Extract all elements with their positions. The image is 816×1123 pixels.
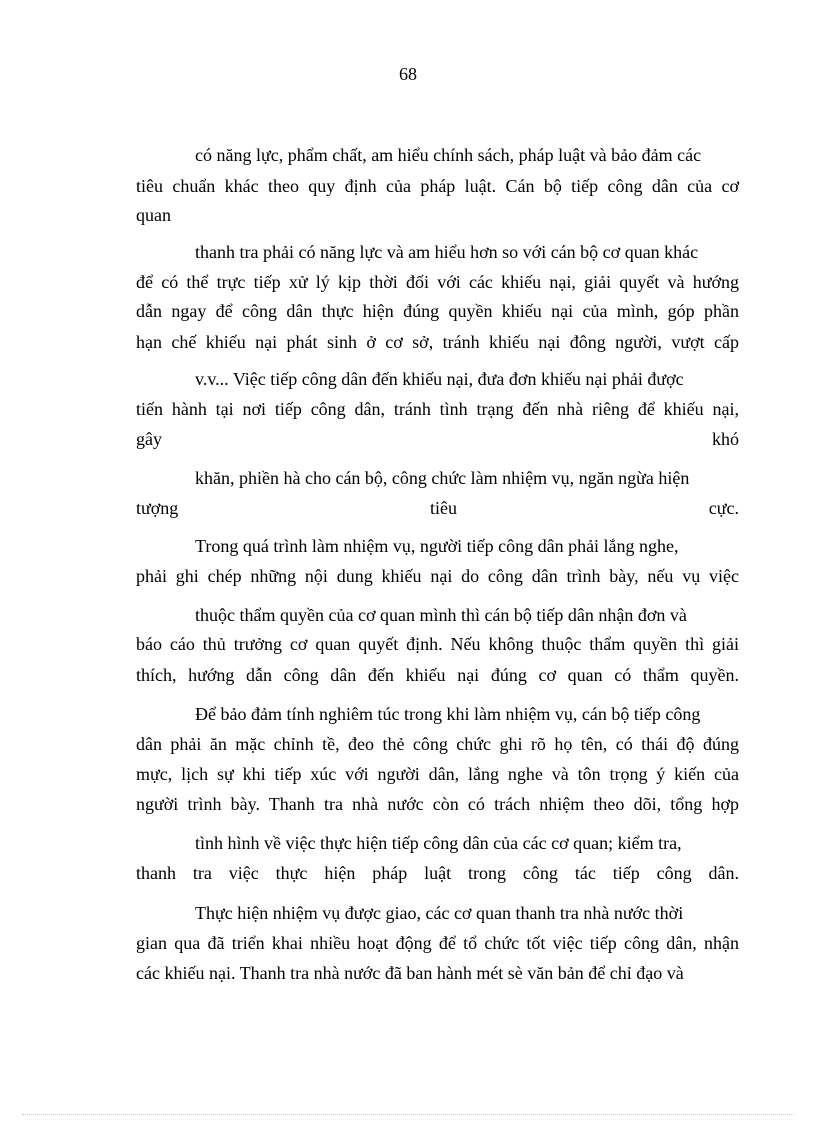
text-line: thanh tra phải có năng lực và am hiểu hơn so với cán bộ cơ quan khác bbox=[195, 242, 699, 262]
text-line: quan bbox=[136, 205, 171, 225]
text-line: gây khó bbox=[136, 429, 739, 449]
text-line: mực, lịch sự khi tiếp xúc với người dân, lắng nghe và tôn trọng ý kiến của bbox=[136, 764, 739, 784]
text-line: khăn, phiền hà cho cán bộ, công chức làm nhiệm vụ, ngăn ngừa hiện bbox=[195, 468, 690, 488]
text-line: tình hình về việc thực hiện tiếp công dân của các cơ quan; kiểm tra, bbox=[195, 833, 682, 853]
text-line: tượng tiêu cực. bbox=[136, 498, 739, 518]
page-bottom-rule bbox=[22, 1114, 794, 1115]
text-line: tiêu chuẩn khác theo quy định của pháp luật. Cán bộ tiếp công dân của cơ bbox=[136, 176, 739, 196]
text-line: có năng lực, phẩm chất, am hiểu chính sách, pháp luật và bảo đảm các bbox=[195, 145, 702, 165]
text-line: hạn chế khiếu nại phát sinh ở cơ sở, tránh khiếu nại đông người, vượt cấp bbox=[136, 332, 739, 352]
text-line: Để bảo đảm tính nghiêm túc trong khi làm nhiệm vụ, cán bộ tiếp công bbox=[195, 704, 701, 724]
text-line: phải ghi chép những nội dung khiếu nại do công dân trình bày, nếu vụ việc bbox=[136, 566, 739, 586]
text-line: báo cáo thủ trưởng cơ quan quyết định. Nếu không thuộc thẩm quyền thì giải bbox=[136, 634, 739, 654]
text-line: dân phải ăn mặc chỉnh tề, đeo thẻ công chức ghi rõ họ tên, có thái độ đúng bbox=[136, 734, 739, 754]
text-line: người trình bày. Thanh tra nhà nước còn có trách nhiệm theo dõi, tổng hợp bbox=[136, 794, 739, 814]
text-line: Thực hiện nhiệm vụ được giao, các cơ quan thanh tra nhà nước thời bbox=[195, 903, 684, 923]
text-line: v.v... Việc tiếp công dân đến khiếu nại, đưa đơn khiếu nại phải được bbox=[195, 369, 684, 389]
text-line: tiến hành tại nơi tiếp công dân, tránh tình trạng đến nhà riêng để khiếu nại, bbox=[136, 399, 739, 419]
text-line: thích, hướng dẫn công dân đến khiếu nại đúng cơ quan có thẩm quyền. bbox=[136, 665, 739, 685]
text-line: dẫn ngay để công dân thực hiện đúng quyền khiếu nại của mình, góp phần bbox=[136, 301, 739, 321]
text-line: Trong quá trình làm nhiệm vụ, người tiếp công dân phải lắng nghe, bbox=[195, 536, 679, 556]
text-line: thanh tra việc thực hiện pháp luật trong công tác tiếp công dân. bbox=[136, 863, 739, 883]
text-line: các khiếu nại. Thanh tra nhà nước đã ban hành mét sè văn bản để chỉ đạo và bbox=[136, 963, 684, 983]
text-line: gian qua đã triển khai nhiều hoạt động để tổ chức tốt việc tiếp công dân, nhận bbox=[136, 933, 739, 953]
text-line: thuộc thẩm quyền của cơ quan mình thì cán bộ tiếp dân nhận đơn và bbox=[195, 605, 687, 625]
text-line: để có thể trực tiếp xử lý kịp thời đối với các khiếu nại, giải quyết và hướng bbox=[136, 272, 739, 292]
page-number: 68 bbox=[399, 64, 417, 84]
